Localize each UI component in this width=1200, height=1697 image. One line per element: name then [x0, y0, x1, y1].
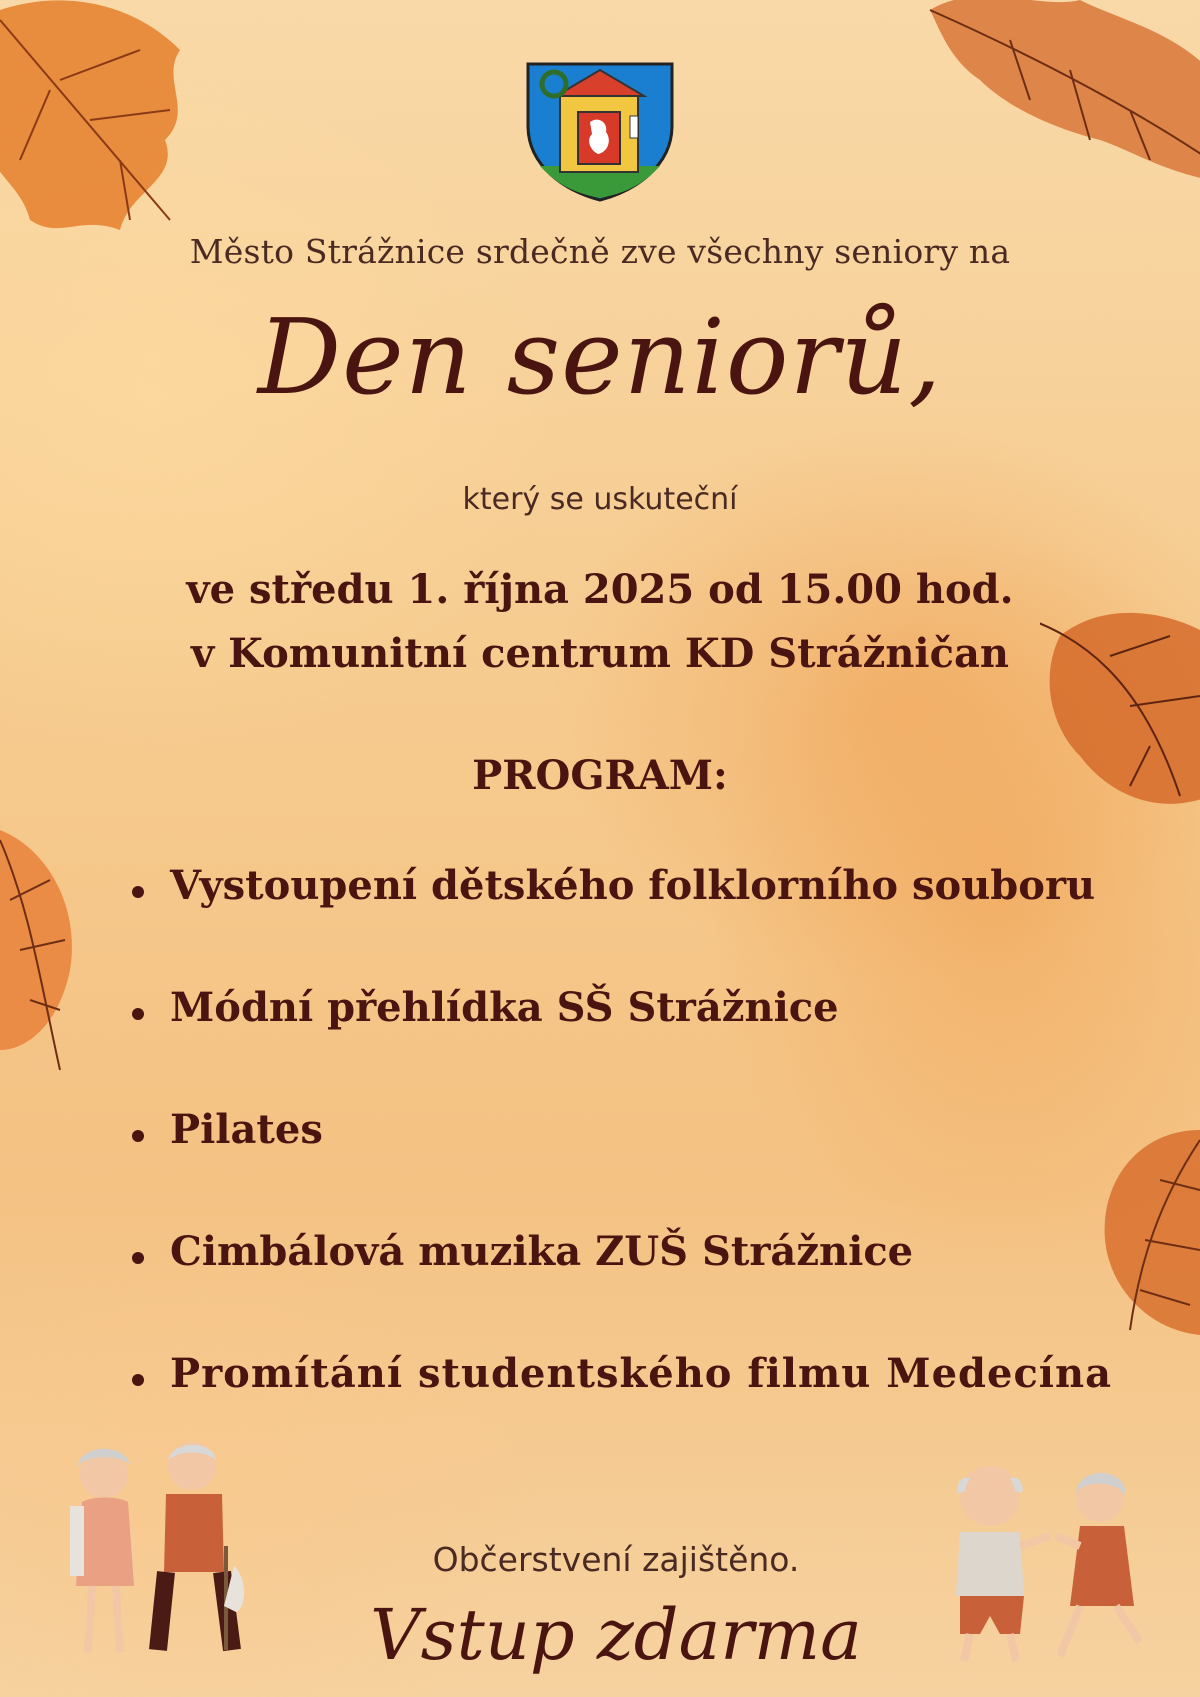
- program-heading: PROGRAM:: [472, 752, 728, 799]
- admission-note: Vstup zdarma: [370, 1594, 862, 1676]
- program-item-label: Vystoupení dětského folklorního souboru: [170, 862, 1096, 909]
- event-place: v Komunitní centrum KD Strážničan: [191, 630, 1009, 677]
- program-item: [130, 984, 1112, 1106]
- autumn-leaf-icon: [920, 0, 1200, 190]
- program-item: [130, 862, 1112, 984]
- bullet-icon: [132, 1130, 144, 1142]
- program-item-label: Módní přehlídka SŠ Strážnice: [170, 984, 839, 1031]
- program-item-label: Pilates: [170, 1106, 323, 1153]
- bullet-icon: [132, 1252, 144, 1264]
- program-item: [130, 1228, 1112, 1350]
- autumn-leaf-icon: [0, 820, 90, 1080]
- program-item-label: Promítání studentského filmu Medecína: [170, 1350, 1112, 1397]
- program-item-label: Cimbálová muzika ZUŠ Strážnice: [170, 1228, 914, 1275]
- event-date: ve středu 1. října 2025 od 15.00 hod.: [186, 566, 1014, 613]
- program-item: [130, 1350, 1112, 1472]
- town-crest-icon: [520, 56, 680, 202]
- bullet-icon: [132, 1008, 144, 1020]
- program-item: [130, 1106, 1112, 1228]
- autumn-leaf-icon: [1100, 1120, 1200, 1340]
- refreshments-note: Občerstvení zajištěno.: [432, 1540, 800, 1579]
- event-subtitle: který se uskuteční: [462, 482, 738, 517]
- autumn-leaf-icon: [0, 0, 210, 250]
- event-date-place: [0, 558, 1200, 686]
- invitation-text: Město Strážnice srdečně zve všechny seniory na: [189, 232, 1011, 271]
- event-title: Den seniorů,: [257, 296, 943, 418]
- program-list: [130, 862, 1112, 1472]
- bullet-icon: [132, 886, 144, 898]
- bullet-icon: [132, 1374, 144, 1386]
